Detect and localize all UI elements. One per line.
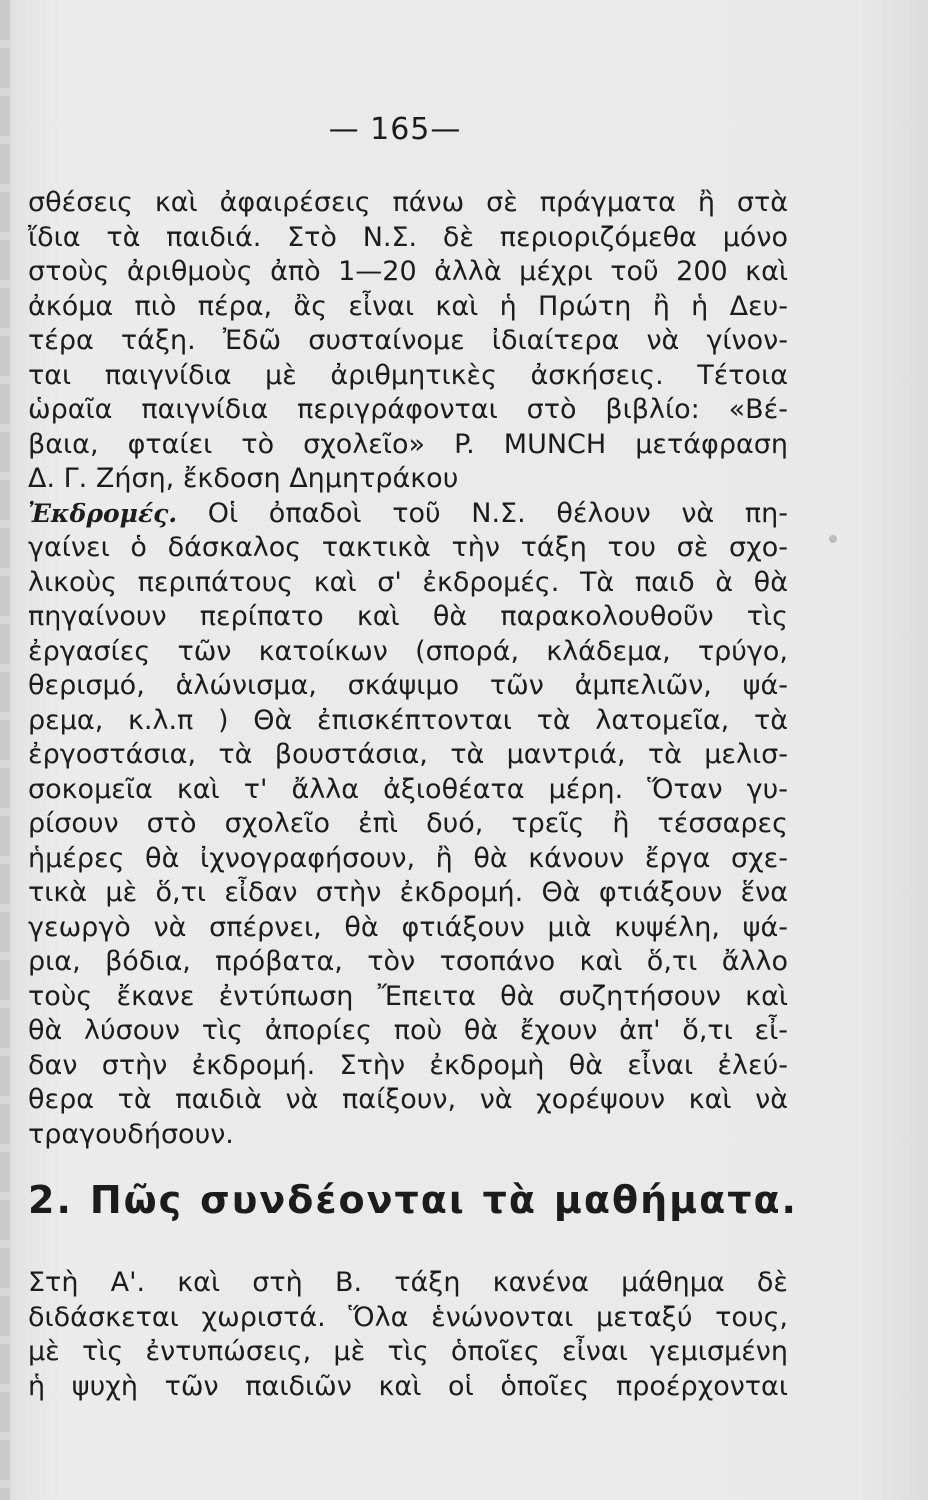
- text-line: τέρα τάξη. Ἐδῶ συσταίνομε ἰδιαίτερα νὰ γίνον-: [28, 325, 788, 356]
- text-line: ἡμέρες θὰ ἰχνογραφήσουν, ἢ θὰ κάνουν ἔργα σχε-: [28, 842, 788, 874]
- text-line: στοὺς ἀριθμοὺς ἀπὸ 1—20 ἀλλὰ μέχρι τοῦ 200 καὶ: [28, 256, 788, 287]
- text-line: ἴδια τὰ παιδιά. Στὸ Ν.Σ. δὲ περιοριζόμεθα μόνο: [28, 221, 788, 253]
- paragraph-arithmetic: [28, 186, 788, 497]
- text-line: ρια, βόδια, πρόβατα, τὸν τσοπάνο καὶ ὅ,τι ἄλλο: [28, 946, 788, 977]
- text-line: ρεμα, κ.λ.π ) Θὰ ἐπισκέπτονται τὰ λατομεῖα, τὰ: [28, 704, 788, 736]
- text-line: σοκομεῖα καὶ τ' ἄλλα ἀξιοθέατα μέρη. Ὅταν γυ-: [28, 773, 788, 805]
- text-line: σθέσεις καὶ ἀφαιρέσεις πάνω σὲ πράγματα ἢ στὰ: [28, 187, 788, 218]
- text-line: ἡ ψυχὴ τῶν παιδιῶν καὶ οἱ ὁποῖες προέρχονται: [28, 1370, 788, 1402]
- text-line: πηγαίνουν περίπατο καὶ θὰ παρακολουθοῦν τὶς: [28, 601, 788, 632]
- text-line: ρίσουν στὸ σχολεῖο ἐπὶ δυό, τρεῖς ἢ τέσσαρες: [28, 808, 788, 839]
- text-line: θερισμό, ἁλώνισμα, σκάψιμο τῶν ἀμπελιῶν, ψά-: [28, 670, 788, 701]
- text-line: τοὺς ἔκανε ἐντύπωση Ἔπειτα θὰ συζητήσουν καὶ: [28, 980, 788, 1012]
- text-line-start: Οἱ ὀπαδοὶ τοῦ Ν.Σ. θέλουν νὰ πη-: [207, 497, 788, 529]
- paper-speck: [829, 535, 837, 543]
- text-line: ται παιγνίδια μὲ ἀριθμητικὲς ἀσκήσεις. Τέτοια: [28, 359, 788, 391]
- text-line: θερα τὰ παιδιὰ νὰ παίξουν, νὰ χορέψουν καὶ νὰ: [28, 1084, 788, 1115]
- text-line: ὡραῖα παιγνίδια περιγράφονται στὸ βιβλίο: «Βέ-: [28, 394, 788, 425]
- page-number: — 165—: [328, 112, 462, 147]
- text-line: διδάσκεται χωριστά. Ὅλα ἑνώνονται μεταξύ τους,: [28, 1301, 788, 1333]
- section-title: 2. Πῶς συνδέονται τὰ μαθήματα.: [28, 1178, 798, 1222]
- text-line: Στὴ Α'. καὶ στὴ Β. τάξη κανένα μάθημα δὲ: [28, 1267, 788, 1298]
- paragraph-lessons: [28, 1266, 788, 1404]
- text-line: μὲ τὶς ἐντυπώσεις, μὲ τὶς ὁποῖες εἶναι γεμισμένη: [28, 1336, 788, 1367]
- text-line: θὰ λύσουν τὶς ἀπορίες ποὺ θὰ ἔχουν ἀπ' ὅ,τι εἶ-: [28, 1015, 788, 1046]
- text-line: λικοὺς περιπάτους καὶ σ' ἐκδρομές. Τὰ παιδ ὰ θὰ: [28, 566, 788, 598]
- page-binding-edge: [0, 0, 10, 1500]
- inline-heading-excursions: Ἐκδρομές.: [28, 498, 178, 528]
- paragraph-excursions: [28, 497, 788, 1153]
- text-line: δαν στὴν ἐκδρομή. Στὴν ἐκδρομὴ θὰ εἶναι ἐλεύ-: [28, 1049, 788, 1081]
- text-line: Δ. Γ. Ζήση, ἔκδοση Δημητράκου: [28, 463, 459, 494]
- text-line: βαια, φταίει τὸ σχολεῖο» P. MUNCH μετάφραση: [28, 428, 788, 460]
- text-line-with-heading: [28, 497, 788, 532]
- text-line: ἐργοστάσια, τὰ βουστάσια, τὰ μαντριά, τὰ μελισ-: [28, 739, 788, 770]
- text-line: τραγουδήσουν.: [28, 1118, 234, 1150]
- text-line: γαίνει ὁ δάσκαλος τακτικὰ τὴν τάξη του σὲ σχο-: [28, 532, 788, 563]
- text-line: τικὰ μὲ ὅ,τι εἶδαν στὴν ἐκδρομή. Θὰ φτιάξουν ἕνα: [28, 877, 788, 908]
- text-line: ἐργασίες τῶν κατοίκων (σπορά, κλάδεμα, τρύγο,: [28, 635, 788, 667]
- text-line: ἀκόμα πιὸ πέρα, ἂς εἶναι καὶ ἡ Πρώτη ἢ ἡ Δευ-: [28, 290, 788, 322]
- text-line: γεωργὸ νὰ σπέρνει, θὰ φτιάξουν μιὰ κυψέλη, ψά-: [28, 911, 788, 943]
